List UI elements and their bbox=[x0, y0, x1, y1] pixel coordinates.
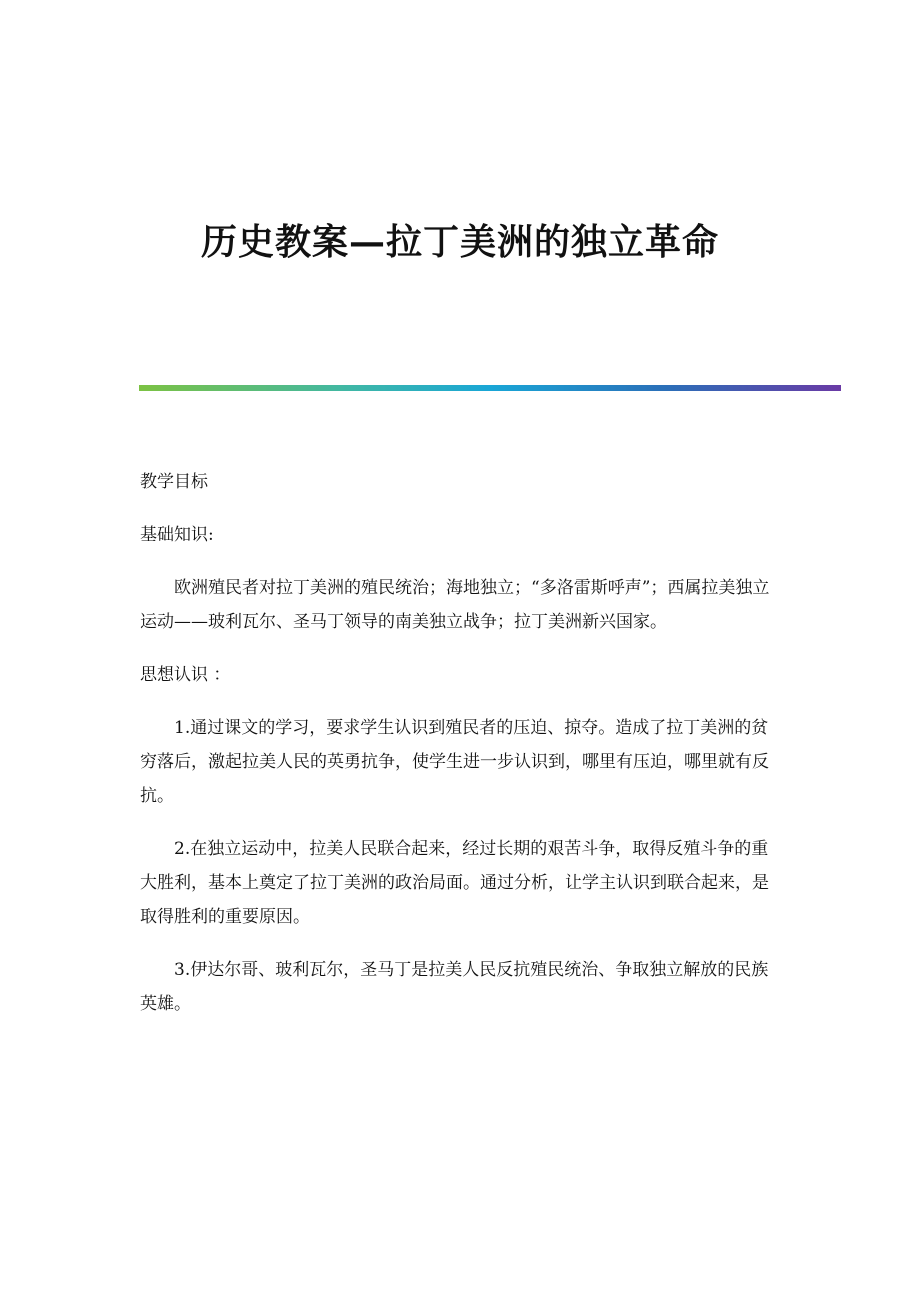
thought-label: 思想认识 ： bbox=[140, 665, 231, 685]
objective-item-3: 3.伊达尔哥、玻利瓦尔，圣马丁是拉美人民反抗殖民统治、争取独立解放的民族英雄。 bbox=[140, 960, 769, 1014]
title-divider bbox=[139, 385, 841, 391]
basic-knowledge-paragraph: 欧洲殖民者对拉丁美洲的殖民统治；海地独立；“多洛雷斯呼声”；西属拉美独立运动——玻利瓦尔、圣马丁领导的南美独立战争；拉丁美洲新兴国家。 bbox=[140, 578, 770, 632]
document-body bbox=[140, 465, 770, 1021]
objective-item-2: 2.在独立运动中，拉美人民联合起来，经过长期的艰苦斗争，取得反殖斗争的重大胜利，基本上奠定了拉丁美洲的政治局面。通过分析，让学主认识到联合起来，是取得胜利的重要原因。 bbox=[140, 839, 769, 927]
basic-knowledge-label: 基础知识: bbox=[140, 525, 214, 545]
section-heading: 教学目标 bbox=[140, 472, 208, 492]
document-title: 历史教案—拉丁美洲的独立革命 bbox=[200, 221, 719, 263]
objective-item-1: 1.通过课文的学习，要求学生认识到殖民者的压迫、掠夺。造成了拉丁美洲的贫穷落后，激起拉美人民的英勇抗争，使学生进一步认识到，哪里有压迫，哪里就有反抗。 bbox=[140, 718, 769, 806]
